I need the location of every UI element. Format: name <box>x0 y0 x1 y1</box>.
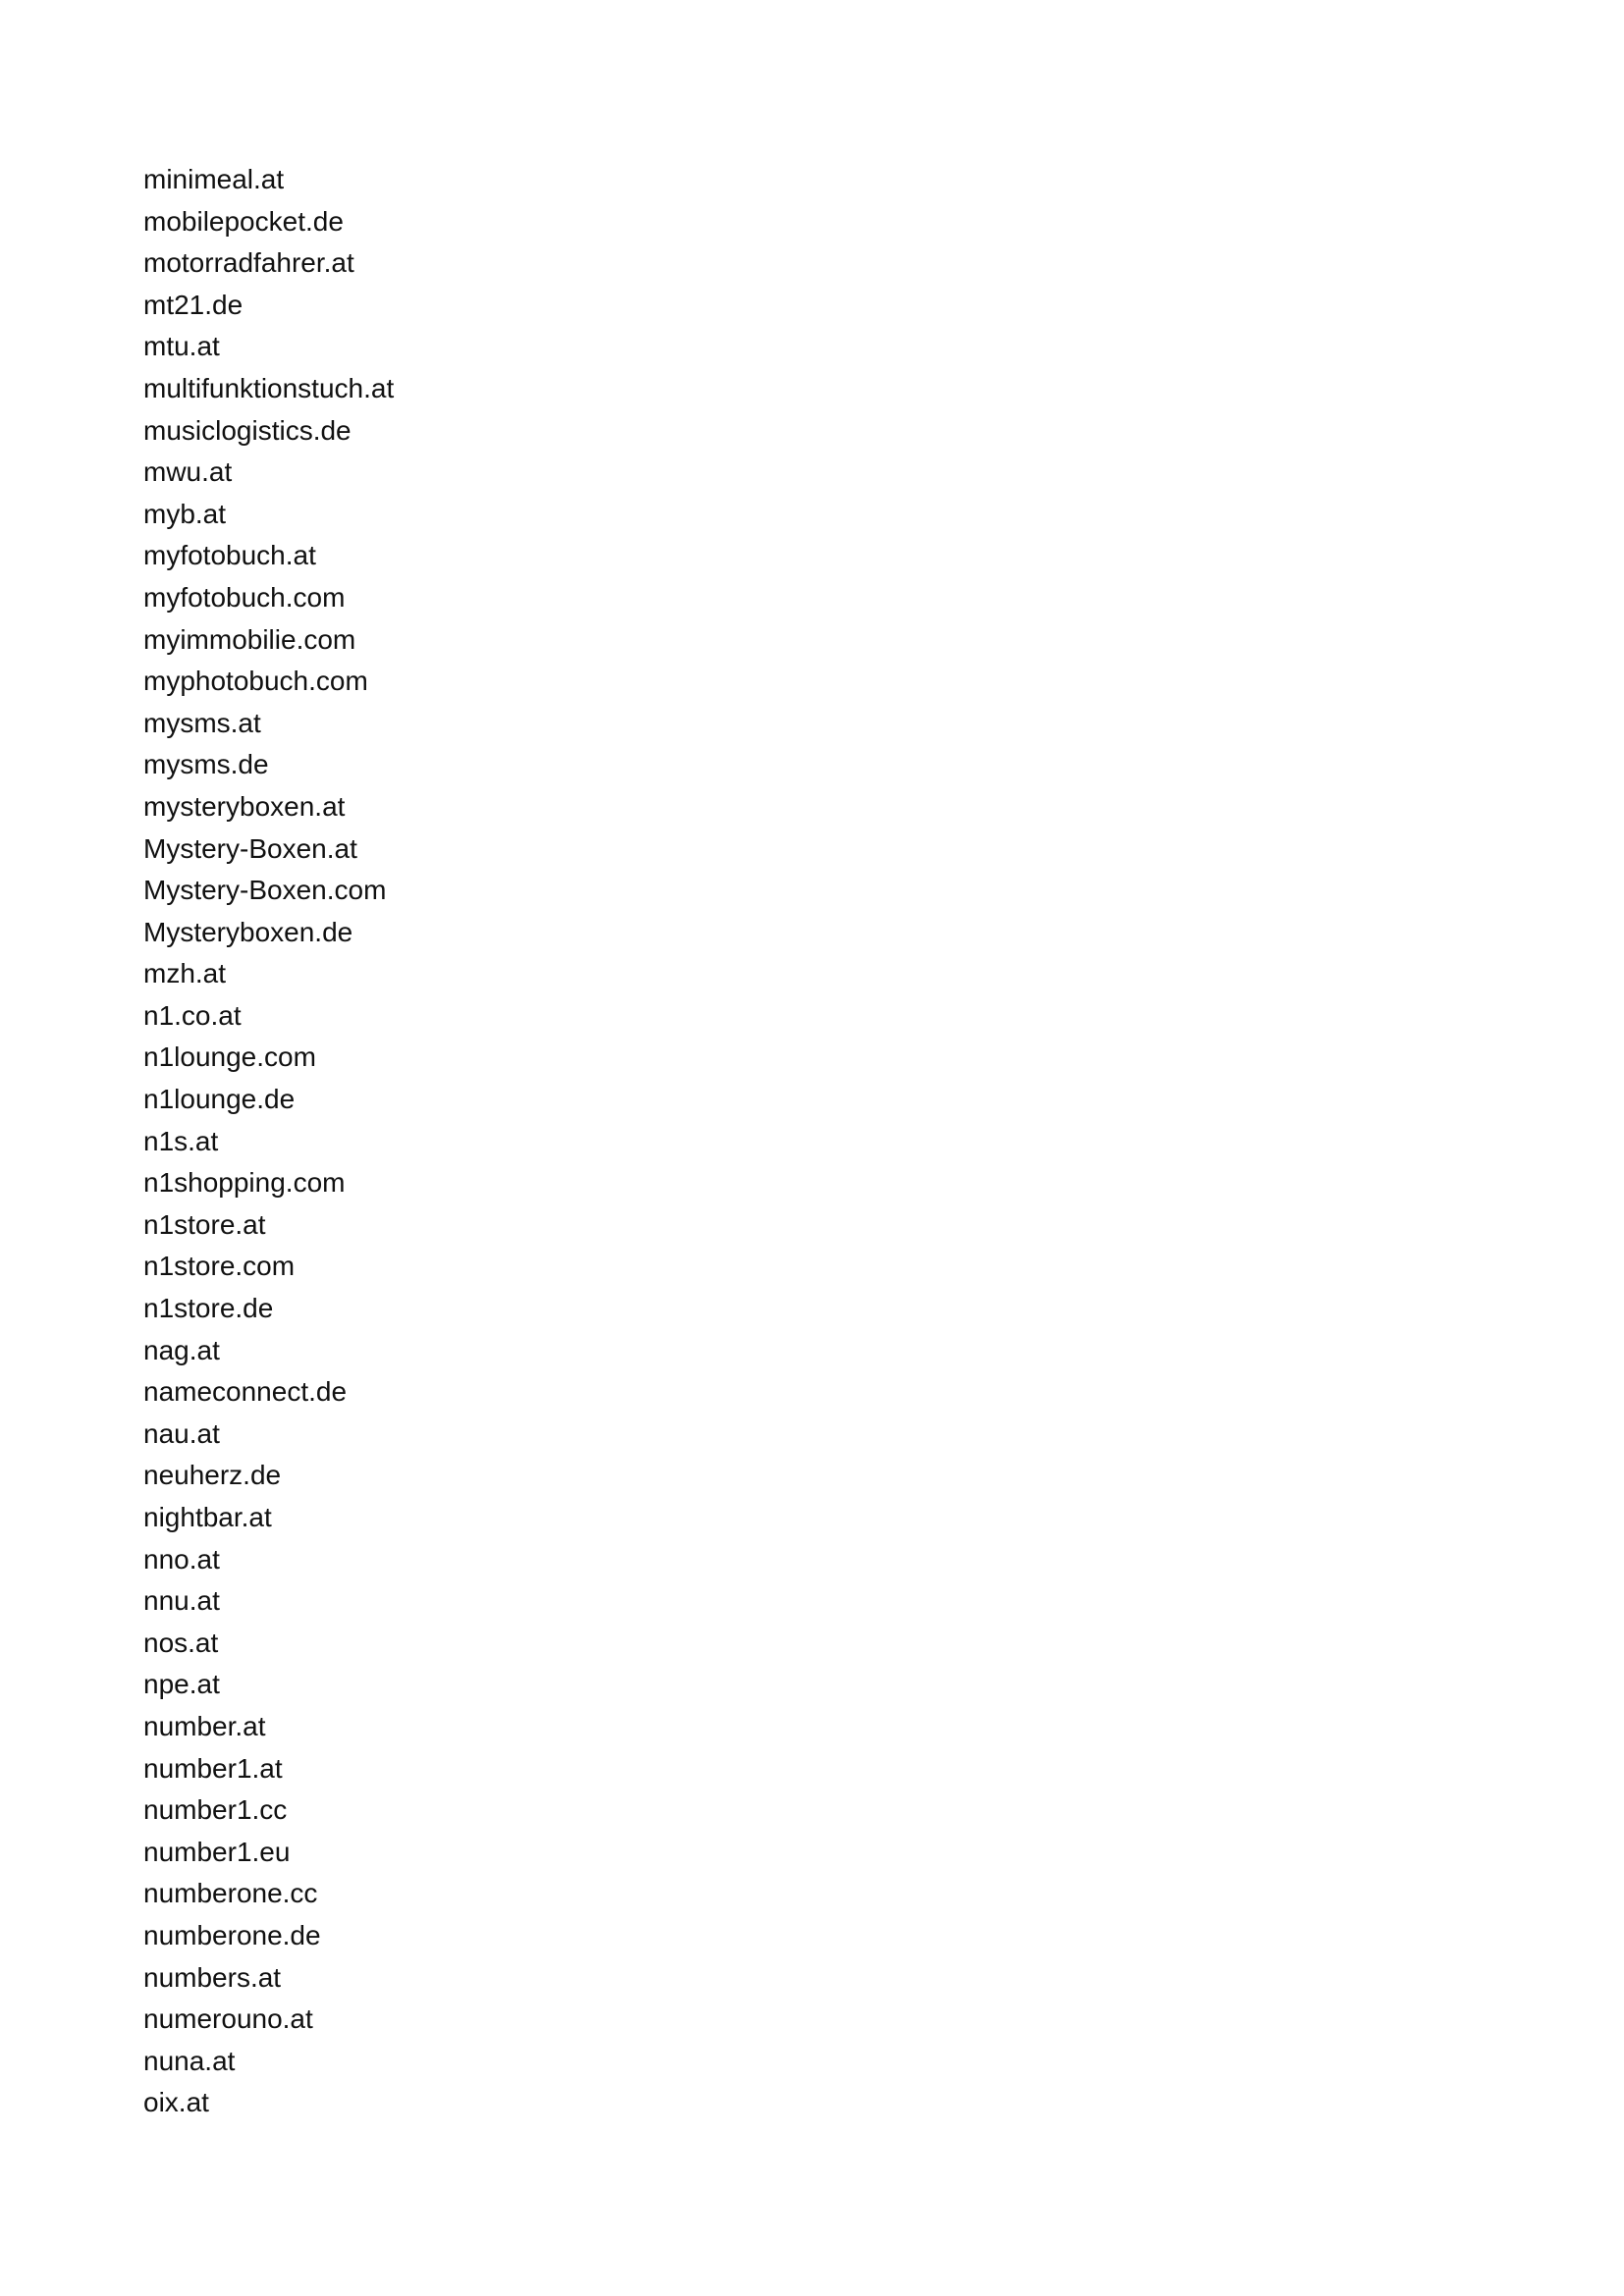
domain-list-item: myimmobilie.com <box>143 623 356 655</box>
domain-list-item: neuherz.de <box>143 1460 282 1491</box>
domain-list-item: n1lounge.com <box>143 1041 316 1073</box>
domain-list-item: n1lounge.de <box>143 1084 296 1115</box>
domain-list-item: mwu.at <box>143 456 233 488</box>
domain-list-item: nau.at <box>143 1417 220 1449</box>
domain-list-item: numberone.cc <box>143 1878 318 1909</box>
domain-list-item: mt21.de <box>143 289 244 320</box>
domain-list-item: n1.co.at <box>143 999 242 1031</box>
domain-list-item: oix.at <box>143 2087 209 2118</box>
domain-list-item: numberone.de <box>143 1919 321 1950</box>
domain-list-item: n1shopping.com <box>143 1167 346 1199</box>
domain-list-item: numbers.at <box>143 1961 282 1993</box>
domain-list-item: n1s.at <box>143 1125 219 1156</box>
domain-list-item: musiclogistics.de <box>143 414 352 446</box>
domain-list-item: nightbar.at <box>143 1502 272 1532</box>
domain-list-item: mysteryboxen.at <box>143 790 346 822</box>
domain-list-item: n1store.com <box>143 1251 296 1282</box>
domain-list-item: myfotobuch.com <box>143 581 346 613</box>
domain-list-item: number1.eu <box>143 1836 291 1867</box>
domain-list-item: nuna.at <box>143 2045 236 2076</box>
domain-list-item: nos.at <box>143 1627 219 1658</box>
domain-list-item: mtu.at <box>143 331 220 362</box>
domain-list-item: Mysteryboxen.de <box>143 916 353 947</box>
domain-list-item: Mystery-Boxen.at <box>143 832 357 864</box>
domain-list <box>143 159 394 2124</box>
domain-list-item: mysms.de <box>143 749 269 780</box>
domain-list-item: nag.at <box>143 1334 220 1365</box>
domain-list-item: number1.cc <box>143 1794 288 1826</box>
domain-list-item: numerouno.at <box>143 2003 313 2035</box>
domain-list-item: nnu.at <box>143 1585 220 1617</box>
domain-list-item: myphotobuch.com <box>143 666 368 697</box>
domain-list-item: nameconnect.de <box>143 1376 348 1408</box>
domain-list-item: npe.at <box>143 1669 220 1700</box>
domain-list-item: minimeal.at <box>143 164 285 194</box>
domain-list-item: Mystery-Boxen.com <box>143 875 387 906</box>
domain-list-item: number1.at <box>143 1752 283 1784</box>
domain-list-item: myb.at <box>143 498 227 529</box>
domain-list-item: n1store.at <box>143 1208 266 1240</box>
domain-list-item: mobilepocket.de <box>143 205 344 237</box>
domain-list-item: multifunktionstuch.at <box>143 372 395 403</box>
domain-list-item: mzh.at <box>143 958 227 989</box>
domain-list-item: number.at <box>143 1710 266 1741</box>
domain-list-item: nno.at <box>143 1543 220 1575</box>
domain-list-item: mysms.at <box>143 707 261 738</box>
domain-list-item: myfotobuch.at <box>143 540 316 571</box>
domain-list-item: motorradfahrer.at <box>143 247 354 279</box>
domain-list-item: n1store.de <box>143 1293 274 1324</box>
